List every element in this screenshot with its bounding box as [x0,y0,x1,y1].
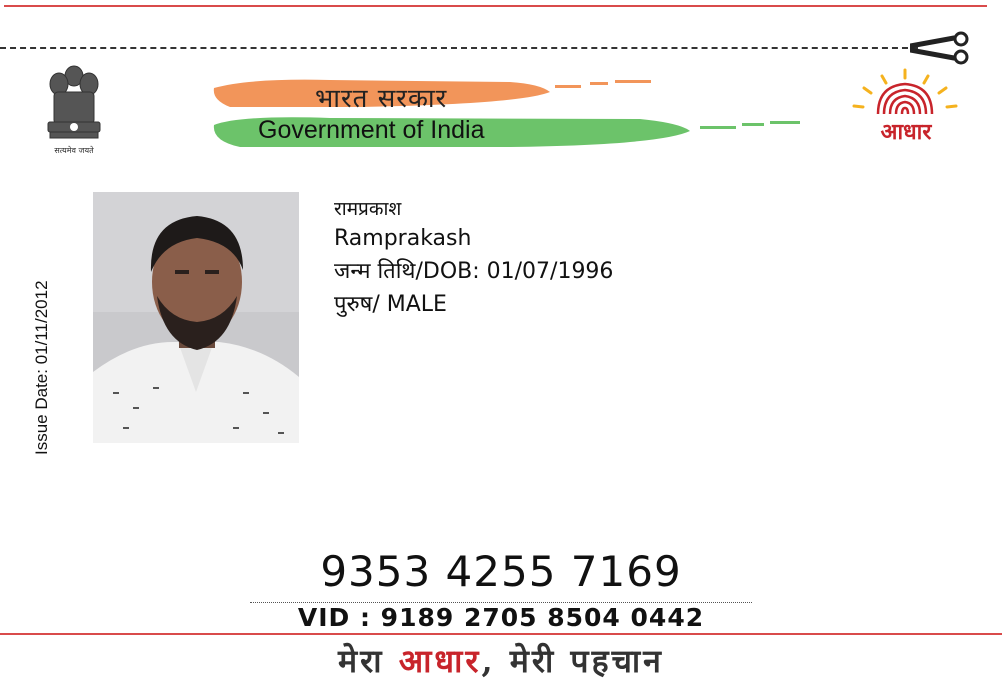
aadhaar-logo-text: आधार [880,120,932,145]
tagline [0,639,1002,682]
aadhaar-number: 9353 4255 7169 [320,547,682,596]
cut-line [0,47,918,49]
bottom-border [0,633,1002,635]
national-emblem-icon [38,62,110,158]
vid-number: VID : 9189 2705 8504 0442 [297,603,705,632]
top-border [4,5,987,7]
tagline-part-3: , मेरी पहचान [481,642,664,680]
gender: पुरुष/ MALE [334,292,447,317]
personal-info [334,196,613,321]
name-english: Ramprakash [334,226,472,251]
government-title-hindi: भारत सरकार [315,84,448,114]
date-of-birth: जन्म तिथि/DOB: 01/07/1996 [334,259,614,284]
government-title-english: Government of India [258,116,485,144]
name-hindi: रामप्रकाश [334,198,402,220]
emblem-motto: सत्यमेव जयते [54,146,94,155]
issue-date: Issue Date: 01/11/2012 [32,280,51,455]
scissors-icon [910,28,972,68]
tagline-part-2: आधार [398,642,482,680]
holder-photo [93,192,299,443]
tagline-part-1: मेरा [338,642,399,680]
